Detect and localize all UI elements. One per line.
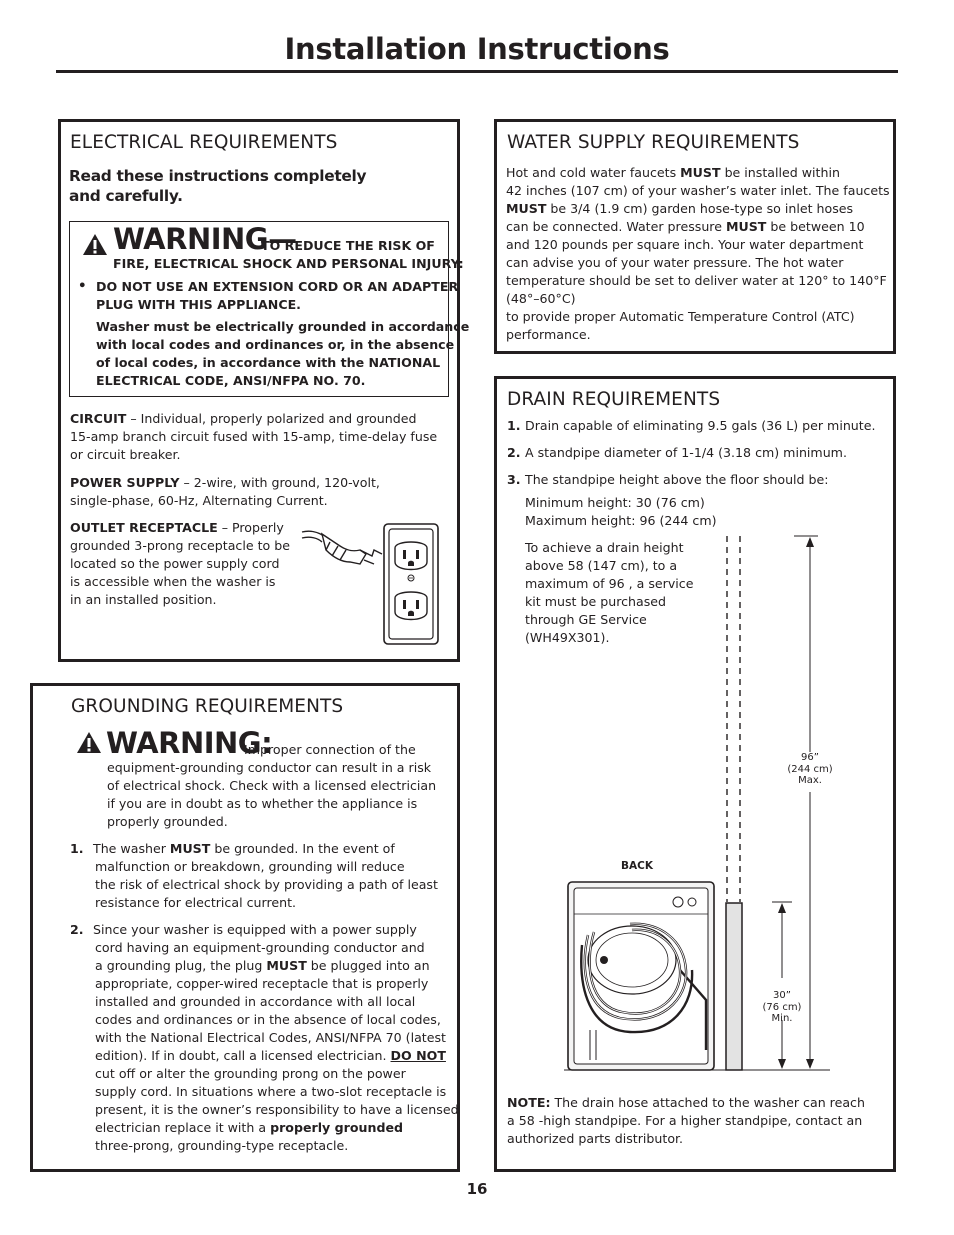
power-supply-paragraph: POWER SUPPLY – 2-wire, with ground, 120-volt, single-phase, 60-Hz, Alternating Current. (70, 475, 380, 508)
drain-item2: A standpipe diameter of 1-1/4 (3.18 cm) minimum. (525, 445, 847, 460)
dimension-30-label: 30” (76 cm) Min. (762, 990, 802, 1024)
outlet-receptacle-paragraph: OUTLET RECEPTACLE – Properly grounded 3-prong receptacle to be located so the power supply cord is accessible when the washer is in an installed position. (70, 520, 290, 607)
page-title: Installation Instructions (284, 32, 670, 66)
drain-heading: DRAIN REQUIREMENTS (507, 389, 721, 410)
back-label: BACK (621, 860, 653, 872)
plug-and-outlet-illustration (300, 520, 450, 648)
grounding-warning-text: equipment-grounding conductor can result in a risk of electrical shock. Check with a licensed electrician if you are in doubt as to whether the appliance is properly grounded. (107, 760, 437, 829)
drain-item1-number: 1. (507, 418, 521, 433)
grounding-heading: GROUNDING REQUIREMENTS (71, 696, 344, 717)
electrical-warning-rest2: FIRE, ELECTRICAL SHOCK AND PERSONAL INJURY: (113, 256, 464, 271)
grounding-warning-l1: Improper connection of the (244, 742, 416, 757)
warning-triangle-icon (76, 731, 102, 754)
electrical-heading: ELECTRICAL REQUIREMENTS (70, 132, 338, 153)
electrical-intro: Read these instructions completely and carefully. (69, 167, 367, 205)
dimension-96-label: 96” (244 cm) Max. (787, 752, 833, 786)
water-heading: WATER SUPPLY REQUIREMENTS (507, 132, 800, 153)
title-rule (56, 70, 898, 73)
circuit-paragraph: CIRCUIT – Individual, properly polarized and grounded 15-amp branch circuit fused with 15-amp, time-delay fuse or circuit breaker. (70, 411, 438, 462)
extension-cord-warning: DO NOT USE AN EXTENSION CORD OR AN ADAPTER PLUG WITH THIS APPLIANCE. (96, 279, 459, 312)
drain-heights: Minimum height: 30 (76 cm) Maximum height: 96 (244 cm) (525, 495, 717, 528)
drain-item3: The standpipe height above the floor should be: (525, 472, 829, 487)
grounding-warning-word: WARNING: (106, 726, 273, 760)
drain-service-kit-text: To achieve a drain height above 58 (147 cm), to a maximum of 96 , a service kit must be purchased through GE Service (WH49X301). (525, 540, 694, 645)
grounded-warning: Washer must be electrically grounded in accordance with local codes and ordinances or, in the absence of local codes, in accordance with the NATIONAL ELECTRICAL CODE, ANSI/NFPA NO. 70. (96, 319, 470, 388)
page-number: 16 (466, 1180, 488, 1198)
grounding-item2: Since your washer is equipped with a power supply cord having an equipment-grounding conductor and a grounding plug, the plug MUST be plugged into an appropriate, copper-wired receptacle that is properly installed and grounded in accordance with all local codes and ordinances or in the absence of local codes, with the National Electrical Codes, ANSI/NFPA 70 (latest edition). If in doubt, call a licensed electrician. DO NOT cut off or alter the grounding prong on the power supply cord. In situations where a two-slot receptacle is present, it is the owner’s responsibility to have a licensed electrician replace it with a properly grounded three-prong, grounding-type receptacle. (93, 922, 459, 1153)
electrical-warning-word: WARNING— (113, 222, 297, 256)
electrical-warning-rest1: TO REDUCE THE RISK OF (261, 238, 435, 253)
drain-item2-number: 2. (507, 445, 521, 460)
grounding-item2-number: 2. (70, 922, 84, 937)
warning-triangle-icon (82, 233, 108, 256)
grounding-item1-number: 1. (70, 841, 84, 856)
bullet: • (78, 279, 87, 294)
drain-item1: Drain capable of eliminating 9.5 gals (36 L) per minute. (525, 418, 876, 433)
grounding-item1: The washer MUST be grounded. In the event of malfunction or breakdown, grounding will reduce the risk of electrical shock by providing a path of least resistance for electrical current. (93, 841, 438, 910)
drain-item3-number: 3. (507, 472, 521, 487)
drain-note: NOTE: The drain hose attached to the washer can reach a 58 -high standpipe. For a higher standpipe, contact an authorized parts distributor. (507, 1095, 865, 1146)
water-paragraph: Hot and cold water faucets MUST be installed within 42 inches (107 cm) of your washer’s water inlet. The faucets MUST be 3/4 (1.9 cm) garden hose-type so inlet hoses can be connected. Water pressure MUST be between 10 and 120 pounds per square inch. Your water department can advise you of your water pressure. The hot water temperature should be set to deliver water at 120° to 140°F (48°–60°C) to provide proper Automatic Temperature Control (ATC) performance. (506, 165, 890, 342)
